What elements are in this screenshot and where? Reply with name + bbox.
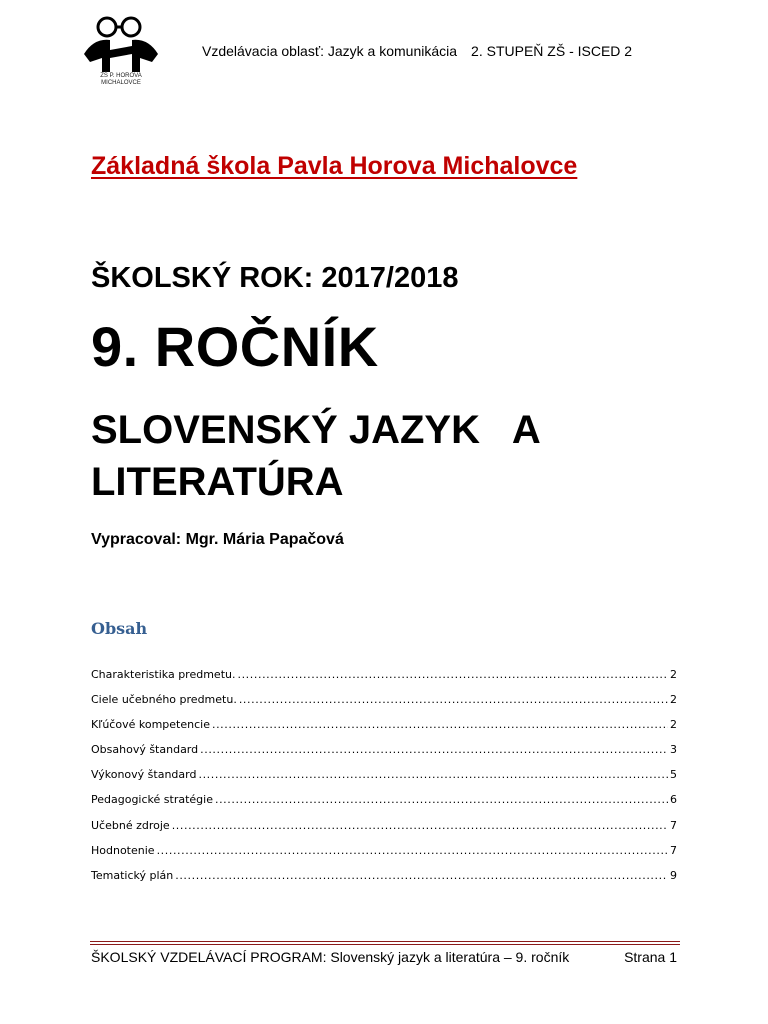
page-header xyxy=(202,43,632,59)
author: Vypracoval: Mgr. Mária Papačová xyxy=(91,531,344,548)
toc-entry-label: Obsahový štandard xyxy=(91,743,199,757)
toc-entry-page: 7 xyxy=(670,818,677,832)
footer-program: ŠKOLSKÝ VZDELÁVACÍ PROGRAM: Slovenský jazyk a literatúra – 9. ročník xyxy=(91,949,570,965)
school-logo xyxy=(80,16,162,88)
toc-entry-label: Charakteristika predmetu. xyxy=(91,668,236,681)
school-name: Základná škola Pavla Horova Michalovce xyxy=(91,152,578,180)
toc-leader xyxy=(237,668,668,681)
toc-entry[interactable] xyxy=(91,844,677,869)
toc-entry[interactable] xyxy=(91,718,677,743)
toc-entry-label: Učebné zdroje xyxy=(91,818,170,832)
toc-leader xyxy=(157,844,668,857)
toc-entry[interactable] xyxy=(91,743,677,768)
toc-entry-page: 7 xyxy=(670,843,677,857)
toc-heading: Obsah xyxy=(91,619,148,638)
toc-entry-label: Hodnotenie xyxy=(91,843,155,857)
footer-divider xyxy=(90,941,680,945)
logo-caption-line: ZŠ P. HOROVA xyxy=(100,73,142,79)
toc-leader xyxy=(215,793,668,806)
toc-entry-page: 2 xyxy=(670,693,677,707)
logo-caption xyxy=(80,73,162,87)
toc-entry-page: 2 xyxy=(670,668,677,681)
toc-leader xyxy=(175,869,668,882)
toc-entry-label: Ciele učebného predmetu. xyxy=(91,693,237,707)
toc-entry[interactable] xyxy=(91,768,677,793)
header-area: Vzdelávacia oblasť: Jazyk a komunikácia xyxy=(202,43,458,59)
footer-page-number: Strana 1 xyxy=(624,949,677,965)
toc-entry-page: 2 xyxy=(670,718,677,732)
grade-title: 9. ROČNÍK xyxy=(91,315,379,378)
school-logo-icon xyxy=(80,16,162,74)
subject-line: LITERATÚRA xyxy=(91,460,344,504)
toc-entry-page: 6 xyxy=(670,793,677,807)
toc-entry-label: Tematický plán xyxy=(91,868,174,882)
subject-title xyxy=(91,404,541,508)
logo-caption-line: MICHALOVCE xyxy=(101,80,141,86)
toc-leader xyxy=(198,768,668,781)
toc-entry-label: Výkonový štandard xyxy=(91,768,197,782)
toc-entry-page: 9 xyxy=(670,868,677,882)
toc-entry[interactable] xyxy=(91,793,677,818)
toc-entry-label: Pedagogické stratégie xyxy=(91,793,213,807)
toc-leader xyxy=(239,693,668,706)
toc-entry-page: 3 xyxy=(670,743,677,757)
subject-line: SLOVENSKÝ JAZYK A xyxy=(91,408,541,452)
table-of-contents xyxy=(91,668,677,894)
toc-entry[interactable] xyxy=(91,693,677,718)
school-year: ŠKOLSKÝ ROK: 2017/2018 xyxy=(91,262,459,294)
header-stage: 2. STUPEŇ ZŠ - ISCED 2 xyxy=(471,43,633,59)
toc-entry[interactable] xyxy=(91,668,677,693)
toc-entry[interactable] xyxy=(91,819,677,844)
toc-entry[interactable] xyxy=(91,869,677,894)
toc-leader xyxy=(200,743,668,756)
toc-entry-label: Kľúčové kompetencie xyxy=(91,718,210,732)
toc-leader xyxy=(212,718,668,731)
toc-leader xyxy=(172,819,668,832)
page-footer xyxy=(91,949,677,965)
toc-entry-page: 5 xyxy=(670,768,677,782)
